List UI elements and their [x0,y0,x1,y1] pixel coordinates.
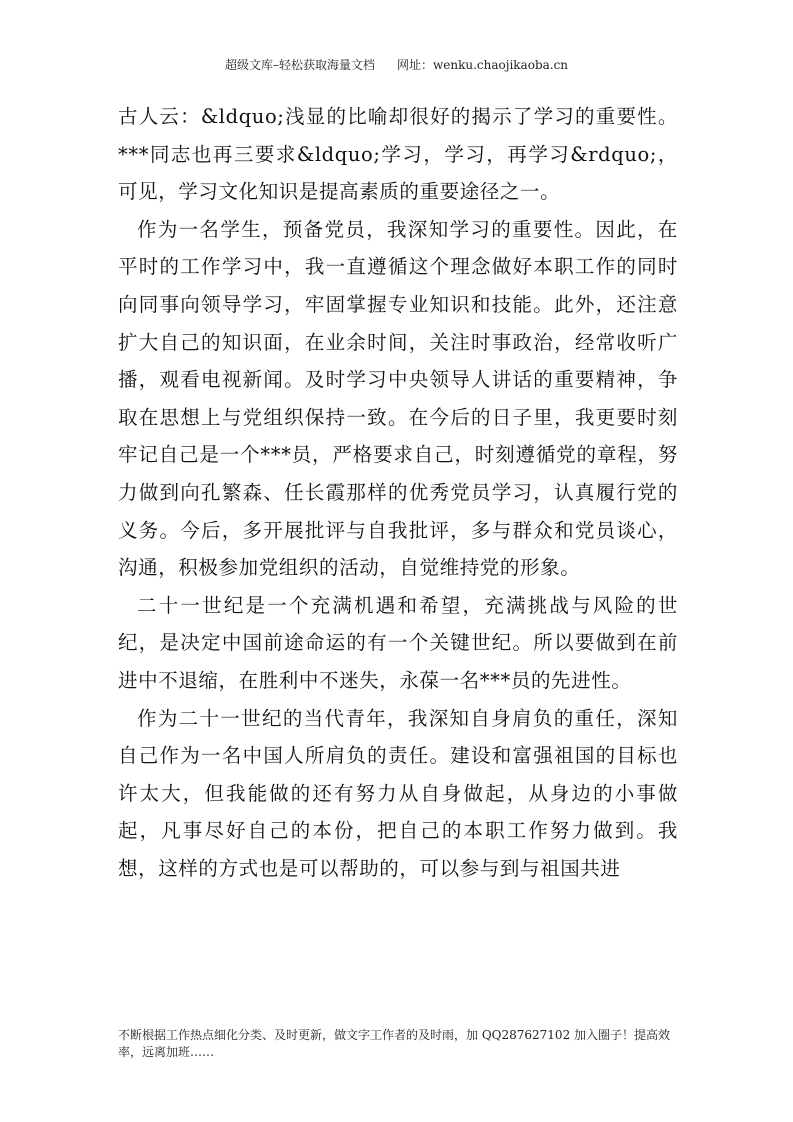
paragraph-4: 作为二十一世纪的当代青年，我深知自身肩负的重任，深知自己作为一名中国人所肩负的责任。建设和富强祖国的目标也许太大，但我能做的还有努力从自身做起，从身边的小事做起，凡事尽好自己的本份，把自己的本职工作努力做到。我想，这样的方式也是可以帮助的，可以参与到与祖国共进 [118,706,678,880]
paragraph-2: 作为一名学生，预备党员，我深知学习的重要性。因此，在平时的工作学习中，我一直遵循这个理念做好本职工作的同时向同事向领导学习，牢固掌握专业知识和技能。此外，还注意扩大自己的知识面，在业余时间，关注时事政治，经常收听广播，观看电视新闻。及时学习中央领导人讲话的重要精神，争取在思想上与党组织保持一致。在今后的日子里，我更要时刻牢记自己是一个***员，严格要求自己，时刻遵循党的章程，努力做到向孔繁森、任长霞那样的优秀党员学习，认真履行党的义务。今后，多开展批评与自我批评，多与群众和党员谈心，沟通，积极参加党组织的活动，自觉维持党的形象。 [118,217,678,580]
site-url: wenku.chaojikaoba.cn [432,58,569,72]
page-header [0,56,793,73]
document-body [118,98,678,887]
url-label: 网址： [396,58,433,72]
paragraph-1: 古人云：&ldquo;浅显的比喻却很好的揭示了学习的重要性。***同志也再三要求&ldquo;学习，学习，再学习&rdquo;，可见，学习文化知识是提高素质的重要途径之一。 [118,105,678,204]
paragraph-3: 二十一世纪是一个充满机遇和希望，充满挑战与风险的世纪，是决定中国前途命运的有一个关键世纪。所以要做到在前进中不退缩，在胜利中不迷失，永葆一名***员的先进性。 [118,593,678,692]
site-name: 超级文库–轻松获取海量文档 [224,58,375,72]
page-footer: 不断根据工作热点细化分类、及时更新，做文字工作者的及时雨，加 QQ287627102 加入圈子！提高效率，远离加班…… [118,1028,671,1059]
